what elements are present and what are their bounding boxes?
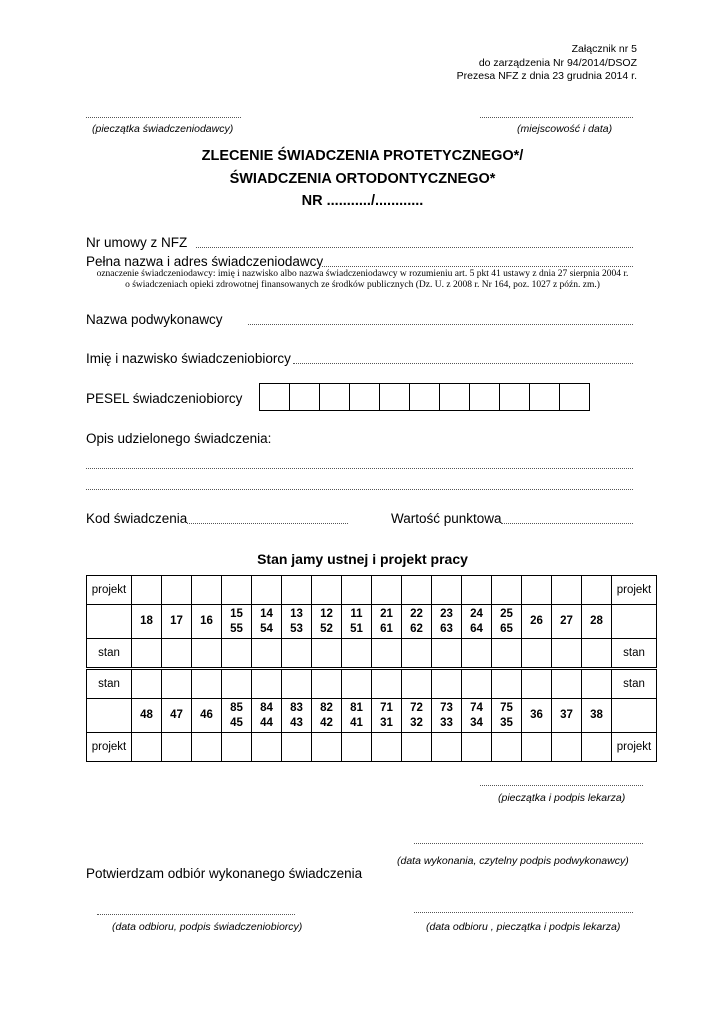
tooth-cell[interactable] [312, 669, 342, 699]
tooth-cell[interactable] [282, 576, 312, 605]
tooth-cell[interactable] [402, 733, 432, 762]
doctor-signature-line[interactable] [480, 785, 643, 786]
tooth-number-permanent: 16 [200, 615, 213, 627]
tooth-number [342, 605, 372, 639]
upper-project-row-label-right: projekt [612, 576, 657, 605]
subcontractor-input[interactable] [248, 324, 633, 325]
stamp-caption: (pieczątka świadczeniodawcy) [92, 123, 234, 135]
upper-state-row-label-left: stan [87, 639, 132, 669]
tooth-cell[interactable] [252, 669, 282, 699]
tooth-cell[interactable] [162, 576, 192, 605]
description-label: Opis udzielonego świadczenia: [86, 431, 272, 446]
blank-cell [87, 699, 132, 733]
recipient-signature-line[interactable] [97, 914, 295, 915]
doctor-signature-caption: (pieczątka i podpis lekarza) [498, 792, 626, 804]
table-title: Stan jamy ustnej i projekt pracy [257, 551, 468, 567]
tooth-number-deciduous: 34 [470, 716, 483, 729]
upper-teeth-row [87, 605, 657, 639]
tooth-cell[interactable] [342, 576, 372, 605]
tooth-number-permanent: 46 [200, 709, 213, 721]
tooth-cell[interactable] [492, 669, 522, 699]
tooth-number [402, 699, 432, 733]
doctor-receipt-signature-line[interactable] [414, 912, 633, 913]
tooth-cell[interactable] [312, 639, 342, 669]
tooth-number-permanent: 38 [590, 709, 603, 721]
tooth-number-permanent: 36 [530, 709, 543, 721]
description-line-1[interactable] [86, 468, 633, 469]
tooth-cell[interactable] [492, 576, 522, 605]
tooth-number [522, 605, 552, 639]
tooth-cell[interactable] [162, 669, 192, 699]
tooth-number [132, 605, 162, 639]
provider-label: Pełna nazwa i adres świadczeniodawcy [86, 254, 324, 269]
tooth-number-permanent: 13 [290, 607, 303, 620]
tooth-cell[interactable] [552, 733, 582, 762]
description-line-2[interactable] [86, 489, 633, 490]
blank-cell [612, 605, 657, 639]
tooth-number [462, 699, 492, 733]
tooth-number-deciduous: 45 [230, 716, 243, 729]
tooth-cell[interactable] [132, 576, 162, 605]
tooth-number-permanent: 23 [440, 607, 453, 620]
tooth-cell[interactable] [192, 576, 222, 605]
annex-line-1: Załącznik nr 5 [571, 43, 637, 55]
subcontractor-label: Nazwa podwykonawcy [86, 312, 223, 327]
tooth-number-deciduous: 33 [440, 716, 453, 729]
tooth-number-permanent: 25 [500, 607, 513, 620]
recipient-label: Imię i nazwisko świadczeniobiorcy [86, 351, 291, 366]
form-title-line-2: ŚWIADCZENIA ORTODONTYCZNEGO* [229, 171, 496, 187]
tooth-cell[interactable] [282, 639, 312, 669]
tooth-cell[interactable] [432, 733, 462, 762]
tooth-number-permanent: 15 [230, 607, 243, 620]
tooth-cell[interactable] [522, 733, 552, 762]
tooth-cell[interactable] [192, 733, 222, 762]
tooth-number [372, 605, 402, 639]
tooth-cell[interactable] [582, 576, 612, 605]
tooth-number [192, 699, 222, 733]
pesel-boxes[interactable] [259, 383, 590, 411]
tooth-cell[interactable] [192, 669, 222, 699]
tooth-number [252, 605, 282, 639]
tooth-number [312, 699, 342, 733]
tooth-number-deciduous: 44 [260, 716, 273, 729]
tooth-number-deciduous: 65 [500, 622, 513, 635]
tooth-number-permanent: 82 [320, 701, 333, 714]
tooth-number-permanent: 26 [530, 615, 543, 627]
annex-header [440, 43, 637, 84]
tooth-cell[interactable] [402, 576, 432, 605]
tooth-number-permanent: 84 [260, 701, 273, 714]
upper-state-row-label-right: stan [612, 639, 657, 669]
tooth-number [222, 699, 252, 733]
tooth-number-permanent: 71 [380, 701, 393, 714]
tooth-cell[interactable] [222, 576, 252, 605]
tooth-number [432, 605, 462, 639]
tooth-cell[interactable] [582, 639, 612, 669]
form-number: NR .........../............ [301, 193, 424, 209]
tooth-cell[interactable] [462, 639, 492, 669]
tooth-cell[interactable] [372, 669, 402, 699]
tooth-number-permanent: 28 [590, 615, 603, 627]
tooth-number-deciduous: 63 [440, 622, 453, 635]
tooth-cell[interactable] [372, 733, 402, 762]
tooth-cell[interactable] [252, 733, 282, 762]
lower-project-row-label-left: projekt [87, 733, 132, 762]
tooth-cell[interactable] [582, 669, 612, 699]
tooth-cell[interactable] [192, 639, 222, 669]
tooth-number [282, 605, 312, 639]
tooth-number-permanent: 12 [320, 607, 333, 620]
tooth-cell[interactable] [342, 639, 372, 669]
tooth-number-deciduous: 54 [260, 622, 273, 635]
contract-input[interactable] [196, 247, 633, 248]
value-input[interactable] [501, 523, 633, 524]
tooth-cell[interactable] [522, 576, 552, 605]
tooth-number [222, 605, 252, 639]
tooth-cell[interactable] [492, 639, 522, 669]
recipient-input[interactable] [293, 363, 633, 364]
tooth-cell[interactable] [372, 576, 402, 605]
subcontractor-signature-caption: (data wykonania, czytelny podpis podwykonawcy) [397, 855, 629, 867]
upper-project-row-label-left: projekt [87, 576, 132, 605]
tooth-cell[interactable] [312, 576, 342, 605]
tooth-number-permanent: 17 [170, 615, 183, 627]
tooth-number-deciduous: 35 [500, 716, 513, 729]
tooth-cell[interactable] [402, 669, 432, 699]
tooth-cell[interactable] [552, 576, 582, 605]
lower-project-row-label-right: projekt [612, 733, 657, 762]
tooth-number [312, 605, 342, 639]
tooth-cell[interactable] [522, 639, 552, 669]
upper-project-row [87, 576, 657, 605]
tooth-number-permanent: 48 [140, 709, 153, 721]
place-date-caption: (miejscowość i data) [517, 123, 613, 135]
tooth-cell[interactable] [222, 733, 252, 762]
teeth-chart [86, 575, 657, 762]
tooth-number [252, 699, 282, 733]
tooth-cell[interactable] [252, 576, 282, 605]
tooth-number-deciduous: 55 [230, 622, 243, 635]
tooth-cell[interactable] [282, 669, 312, 699]
tooth-cell[interactable] [462, 733, 492, 762]
tooth-number [372, 699, 402, 733]
tooth-cell[interactable] [282, 733, 312, 762]
tooth-cell[interactable] [582, 733, 612, 762]
tooth-number-permanent: 37 [560, 709, 573, 721]
recipient-signature-caption: (data odbioru, podpis świadczeniobiorcy) [112, 921, 303, 933]
doctor-receipt-signature-caption: (data odbioru , pieczątka i podpis lekarza) [426, 921, 621, 933]
tooth-number [132, 699, 162, 733]
pesel-label: PESEL świadczeniobiorcy [86, 391, 243, 406]
tooth-cell[interactable] [552, 639, 582, 669]
tooth-number [552, 605, 582, 639]
tooth-number-permanent: 85 [230, 701, 243, 714]
tooth-number [582, 605, 612, 639]
tooth-cell[interactable] [162, 639, 192, 669]
tooth-cell[interactable] [132, 639, 162, 669]
tooth-cell[interactable] [342, 733, 372, 762]
provider-note-2: o świadczeniach opieki zdrowotnej finansowanych ze środków publicznych (Dz. U. z 2008 r. Nr 164, poz. 1027 z późn. zm.) [125, 280, 600, 290]
code-label: Kod świadczenia [86, 511, 188, 526]
tooth-cell[interactable] [222, 639, 252, 669]
tooth-number-permanent: 81 [350, 701, 363, 714]
tooth-number-deciduous: 64 [470, 622, 483, 635]
tooth-number-permanent: 21 [380, 607, 393, 620]
contract-label: Nr umowy z NFZ [86, 235, 188, 250]
tooth-number-deciduous: 61 [380, 622, 393, 635]
tooth-number-permanent: 73 [440, 701, 453, 714]
tooth-number-deciduous: 51 [350, 622, 363, 635]
tooth-cell[interactable] [162, 733, 192, 762]
subcontractor-signature-line[interactable] [414, 843, 643, 844]
tooth-number-deciduous: 53 [290, 622, 303, 635]
tooth-cell[interactable] [312, 733, 342, 762]
tooth-number-deciduous: 32 [410, 716, 423, 729]
tooth-number [192, 605, 222, 639]
tooth-number [342, 699, 372, 733]
tooth-cell[interactable] [372, 639, 402, 669]
tooth-number-deciduous: 41 [350, 716, 363, 729]
tooth-number-deciduous: 31 [380, 716, 393, 729]
tooth-number [162, 605, 192, 639]
tooth-number-permanent: 74 [470, 701, 483, 714]
receipt-confirmation: Potwierdzam odbiór wykonanego świadczenia [86, 866, 363, 881]
blank-cell [612, 699, 657, 733]
tooth-number [522, 699, 552, 733]
tooth-cell[interactable] [252, 639, 282, 669]
tooth-number-permanent: 47 [170, 709, 183, 721]
tooth-number-permanent: 22 [410, 607, 423, 620]
tooth-number [462, 605, 492, 639]
tooth-number-permanent: 27 [560, 615, 573, 627]
stamp-line[interactable] [86, 117, 241, 118]
tooth-number-permanent: 18 [140, 615, 153, 627]
tooth-number-deciduous: 43 [290, 716, 303, 729]
tooth-cell[interactable] [522, 669, 552, 699]
tooth-number [492, 699, 522, 733]
tooth-cell[interactable] [462, 576, 492, 605]
tooth-cell[interactable] [222, 669, 252, 699]
tooth-cell[interactable] [432, 669, 462, 699]
tooth-cell[interactable] [402, 639, 432, 669]
tooth-number [162, 699, 192, 733]
tooth-cell[interactable] [492, 733, 522, 762]
tooth-cell[interactable] [342, 669, 372, 699]
annex-line-2: do zarządzenia Nr 94/2014/DSOZ [478, 56, 637, 69]
tooth-cell[interactable] [462, 669, 492, 699]
provider-note-1: oznaczenie świadczeniodawcy: imię i nazwisko albo nazwa świadczeniodawcy w rozumieniu art. 5 pkt 41 ustawy z dnia 27 sierpnia 2004 r. [96, 269, 629, 279]
tooth-number-permanent: 14 [260, 607, 273, 620]
tooth-number [552, 699, 582, 733]
tooth-number-permanent: 72 [410, 701, 423, 714]
lower-project-row [87, 733, 657, 762]
tooth-number-permanent: 24 [470, 607, 483, 620]
tooth-cell[interactable] [552, 669, 582, 699]
lower-state-row-label-right: stan [612, 669, 657, 699]
tooth-number [432, 699, 462, 733]
tooth-number [582, 699, 612, 733]
tooth-cell[interactable] [432, 639, 462, 669]
tooth-number-deciduous: 52 [320, 622, 333, 635]
tooth-number-deciduous: 42 [320, 716, 333, 729]
tooth-number [492, 605, 522, 639]
place-date-line[interactable] [480, 117, 633, 118]
upper-state-row [87, 639, 657, 669]
value-label: Wartość punktowa [391, 511, 502, 526]
tooth-number-permanent: 75 [500, 701, 513, 714]
form-title-line-1: ZLECENIE ŚWIADCZENIA PROTETYCZNEGO*/ [201, 148, 524, 164]
annex-line-3: Prezesa NFZ z dnia 23 grudnia 2014 r. [456, 70, 637, 82]
tooth-number-permanent: 83 [290, 701, 303, 714]
tooth-number-permanent: 11 [350, 607, 363, 620]
lower-state-row-label-left: stan [87, 669, 132, 699]
tooth-cell[interactable] [132, 669, 162, 699]
tooth-number-deciduous: 62 [410, 622, 423, 635]
code-input[interactable] [187, 523, 348, 524]
lower-teeth-row [87, 699, 657, 733]
provider-input[interactable] [322, 266, 633, 267]
tooth-cell[interactable] [132, 733, 162, 762]
lower-state-row [87, 669, 657, 699]
blank-cell [87, 605, 132, 639]
tooth-cell[interactable] [432, 576, 462, 605]
tooth-number [402, 605, 432, 639]
tooth-number [282, 699, 312, 733]
